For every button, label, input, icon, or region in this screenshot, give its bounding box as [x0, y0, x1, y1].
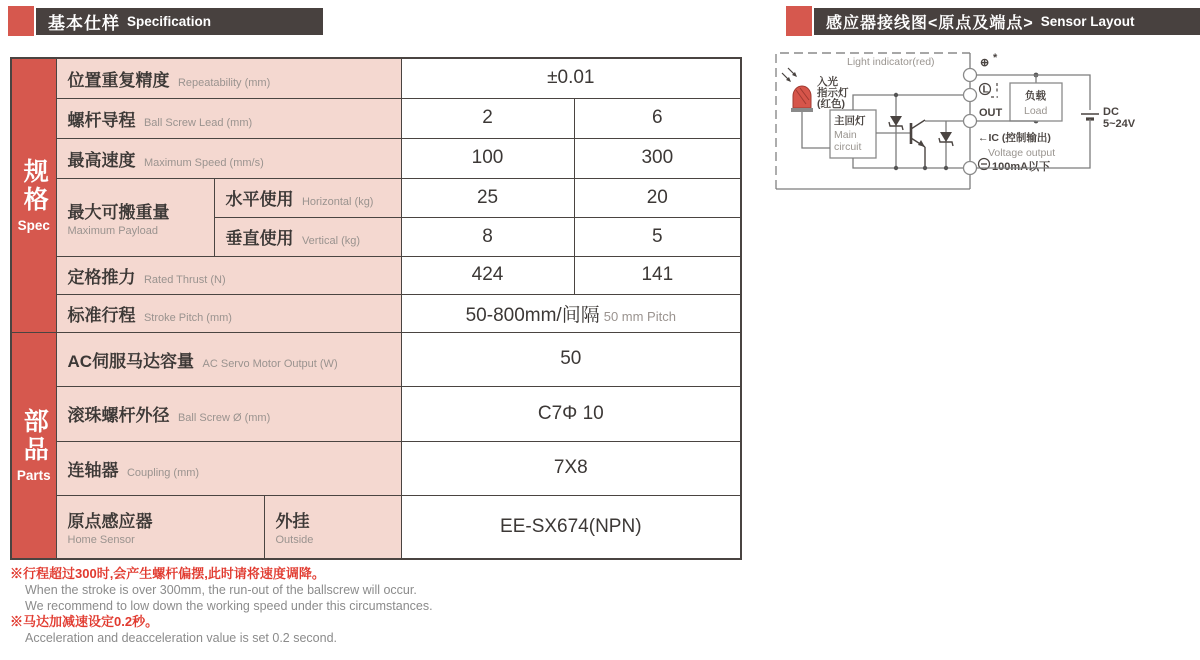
value-lead-1: 2: [401, 98, 574, 138]
sensor-header-title-en: Sensor Layout: [1040, 14, 1135, 29]
value-coupling: 7X8: [401, 441, 741, 495]
value-thrust-2: 141: [574, 256, 741, 294]
led-label-zh-1: 入光: [817, 76, 838, 88]
value-vertical-2: 5: [574, 217, 741, 256]
spec-table: [10, 57, 742, 560]
label-servo-motor-output: AC伺服马达容量 AC Servo Motor Output (W): [56, 332, 401, 386]
value-horizontal-1: 25: [401, 178, 574, 217]
table-row: [11, 178, 741, 217]
label-coupling: 连轴器 Coupling (mm): [56, 441, 401, 495]
label-horizontal: 水平使用 Horizontal (kg): [214, 178, 401, 217]
terminal-plus-label: ⊕: [980, 57, 990, 69]
voltage-output-label: Voltage output: [988, 147, 1056, 159]
value-speed-1: 100: [401, 138, 574, 178]
table-row: [11, 386, 741, 441]
dc-label: DC: [1103, 106, 1119, 118]
value-home-sensor: EE-SX674(NPN): [401, 495, 741, 559]
main-circuit-label-zh: 主回灯: [834, 115, 866, 127]
load-label-zh: 负载: [1025, 90, 1046, 102]
dc-range-label: 5~24V: [1103, 118, 1136, 130]
sensor-wiring-diagram: [773, 48, 1173, 208]
header-accent-square: [786, 6, 812, 36]
label-rated-thrust: 定格推力 Rated Thrust (N): [56, 256, 401, 294]
led-indicator-icon: [791, 86, 813, 112]
label-max-speed: 最高速度 Maximum Speed (mm/s): [56, 138, 401, 178]
light-indicator-label: Light indicator(red): [847, 56, 935, 68]
value-motor: 50: [401, 332, 741, 386]
footnote-line: ※行程超过300时,会产生螺杆偏摆,此时请将速度调降。: [10, 566, 325, 581]
header-accent-square: [8, 6, 34, 36]
light-ray-arrows-icon: [782, 68, 797, 82]
label-max-payload: 最大可搬重量 Maximum Payload: [56, 178, 214, 256]
terminal-minus: [964, 162, 977, 175]
terminal-out-label: OUT: [979, 107, 1003, 119]
table-row: [11, 441, 741, 495]
value-horizontal-2: 20: [574, 178, 741, 217]
section-label-spec-zh: 规格: [20, 157, 49, 214]
footnote-line: When the stroke is over 300mm, the run-out of the ballscrew will occur.: [25, 583, 417, 597]
label-home-sensor: 原点感应器 Home Sensor: [56, 495, 264, 559]
table-row: [11, 332, 741, 386]
spec-section-header: [8, 6, 323, 36]
section-label-spec: [11, 58, 56, 332]
sensor-layout-section-header: [786, 6, 1200, 36]
footnote-line: We recommend to low down the working speed under this circumstances.: [25, 599, 433, 613]
section-label-parts-en: Parts: [16, 467, 51, 483]
value-lead-2: 6: [574, 98, 741, 138]
sensor-header-title-zh: 感应器接线图<原点及端点>: [826, 15, 1034, 32]
transistor-icon: [911, 120, 925, 168]
value-vertical-1: 8: [401, 217, 574, 256]
section-label-parts-zh: 部品: [20, 407, 49, 464]
label-repeatability: 位置重复精度 Repeatability (mm): [56, 58, 401, 98]
table-row: [11, 495, 741, 559]
value-repeatability: ±0.01: [401, 58, 741, 98]
spec-header-bar: [36, 8, 323, 35]
terminal-plus-star: *: [993, 52, 998, 64]
ic-output-label: ←IC (控制输出): [978, 132, 1051, 144]
value-thrust-1: 424: [401, 256, 574, 294]
sensor-header-bar: [814, 8, 1200, 35]
led-label-zh-3: (红色): [817, 98, 845, 110]
current-limit-label: 100mA以下: [992, 161, 1051, 173]
terminal-out: [964, 115, 977, 128]
terminal-plus: [964, 69, 977, 82]
section-label-spec-en: Spec: [17, 217, 50, 233]
label-ball-screw-lead: 螺杆导程 Ball Screw Lead (mm): [56, 98, 401, 138]
value-speed-2: 300: [574, 138, 741, 178]
section-label-parts: [11, 332, 56, 559]
label-home-sensor-outside: 外挂 Outside: [264, 495, 401, 559]
table-row: [11, 294, 741, 332]
terminal-l: [964, 89, 977, 102]
spec-header-title-en: Specification: [127, 14, 212, 29]
table-row: [11, 256, 741, 294]
value-stroke: 50-800mm/间隔 50 mm Pitch: [401, 294, 741, 332]
label-vertical: 垂直使用 Vertical (kg): [214, 217, 401, 256]
battery-icon: [1081, 114, 1099, 119]
terminal-l-label: L: [982, 83, 989, 96]
label-ball-screw-diameter: 滚珠螺杆外径 Ball Screw Ø (mm): [56, 386, 401, 441]
footnote-line: ※马达加减速设定0.2秒。: [10, 614, 159, 629]
value-screw: C7Φ 10: [401, 386, 741, 441]
terminal-l-dashes: [991, 83, 998, 97]
main-circuit-label-en1: Main: [834, 129, 857, 141]
table-row: [11, 98, 741, 138]
main-circuit-label-en2: circuit: [834, 141, 862, 153]
table-row: [11, 138, 741, 178]
spec-header-title-zh: 基本仕样: [48, 14, 120, 33]
table-row: [11, 58, 741, 98]
footnote-line: Acceleration and deacceleration value is set 0.2 second.: [25, 631, 337, 645]
load-label-en: Load: [1024, 105, 1048, 117]
led-label-zh-2: 指示灯: [817, 87, 849, 99]
footnotes: [10, 566, 650, 646]
label-stroke-pitch: 标准行程 Stroke Pitch (mm): [56, 294, 401, 332]
